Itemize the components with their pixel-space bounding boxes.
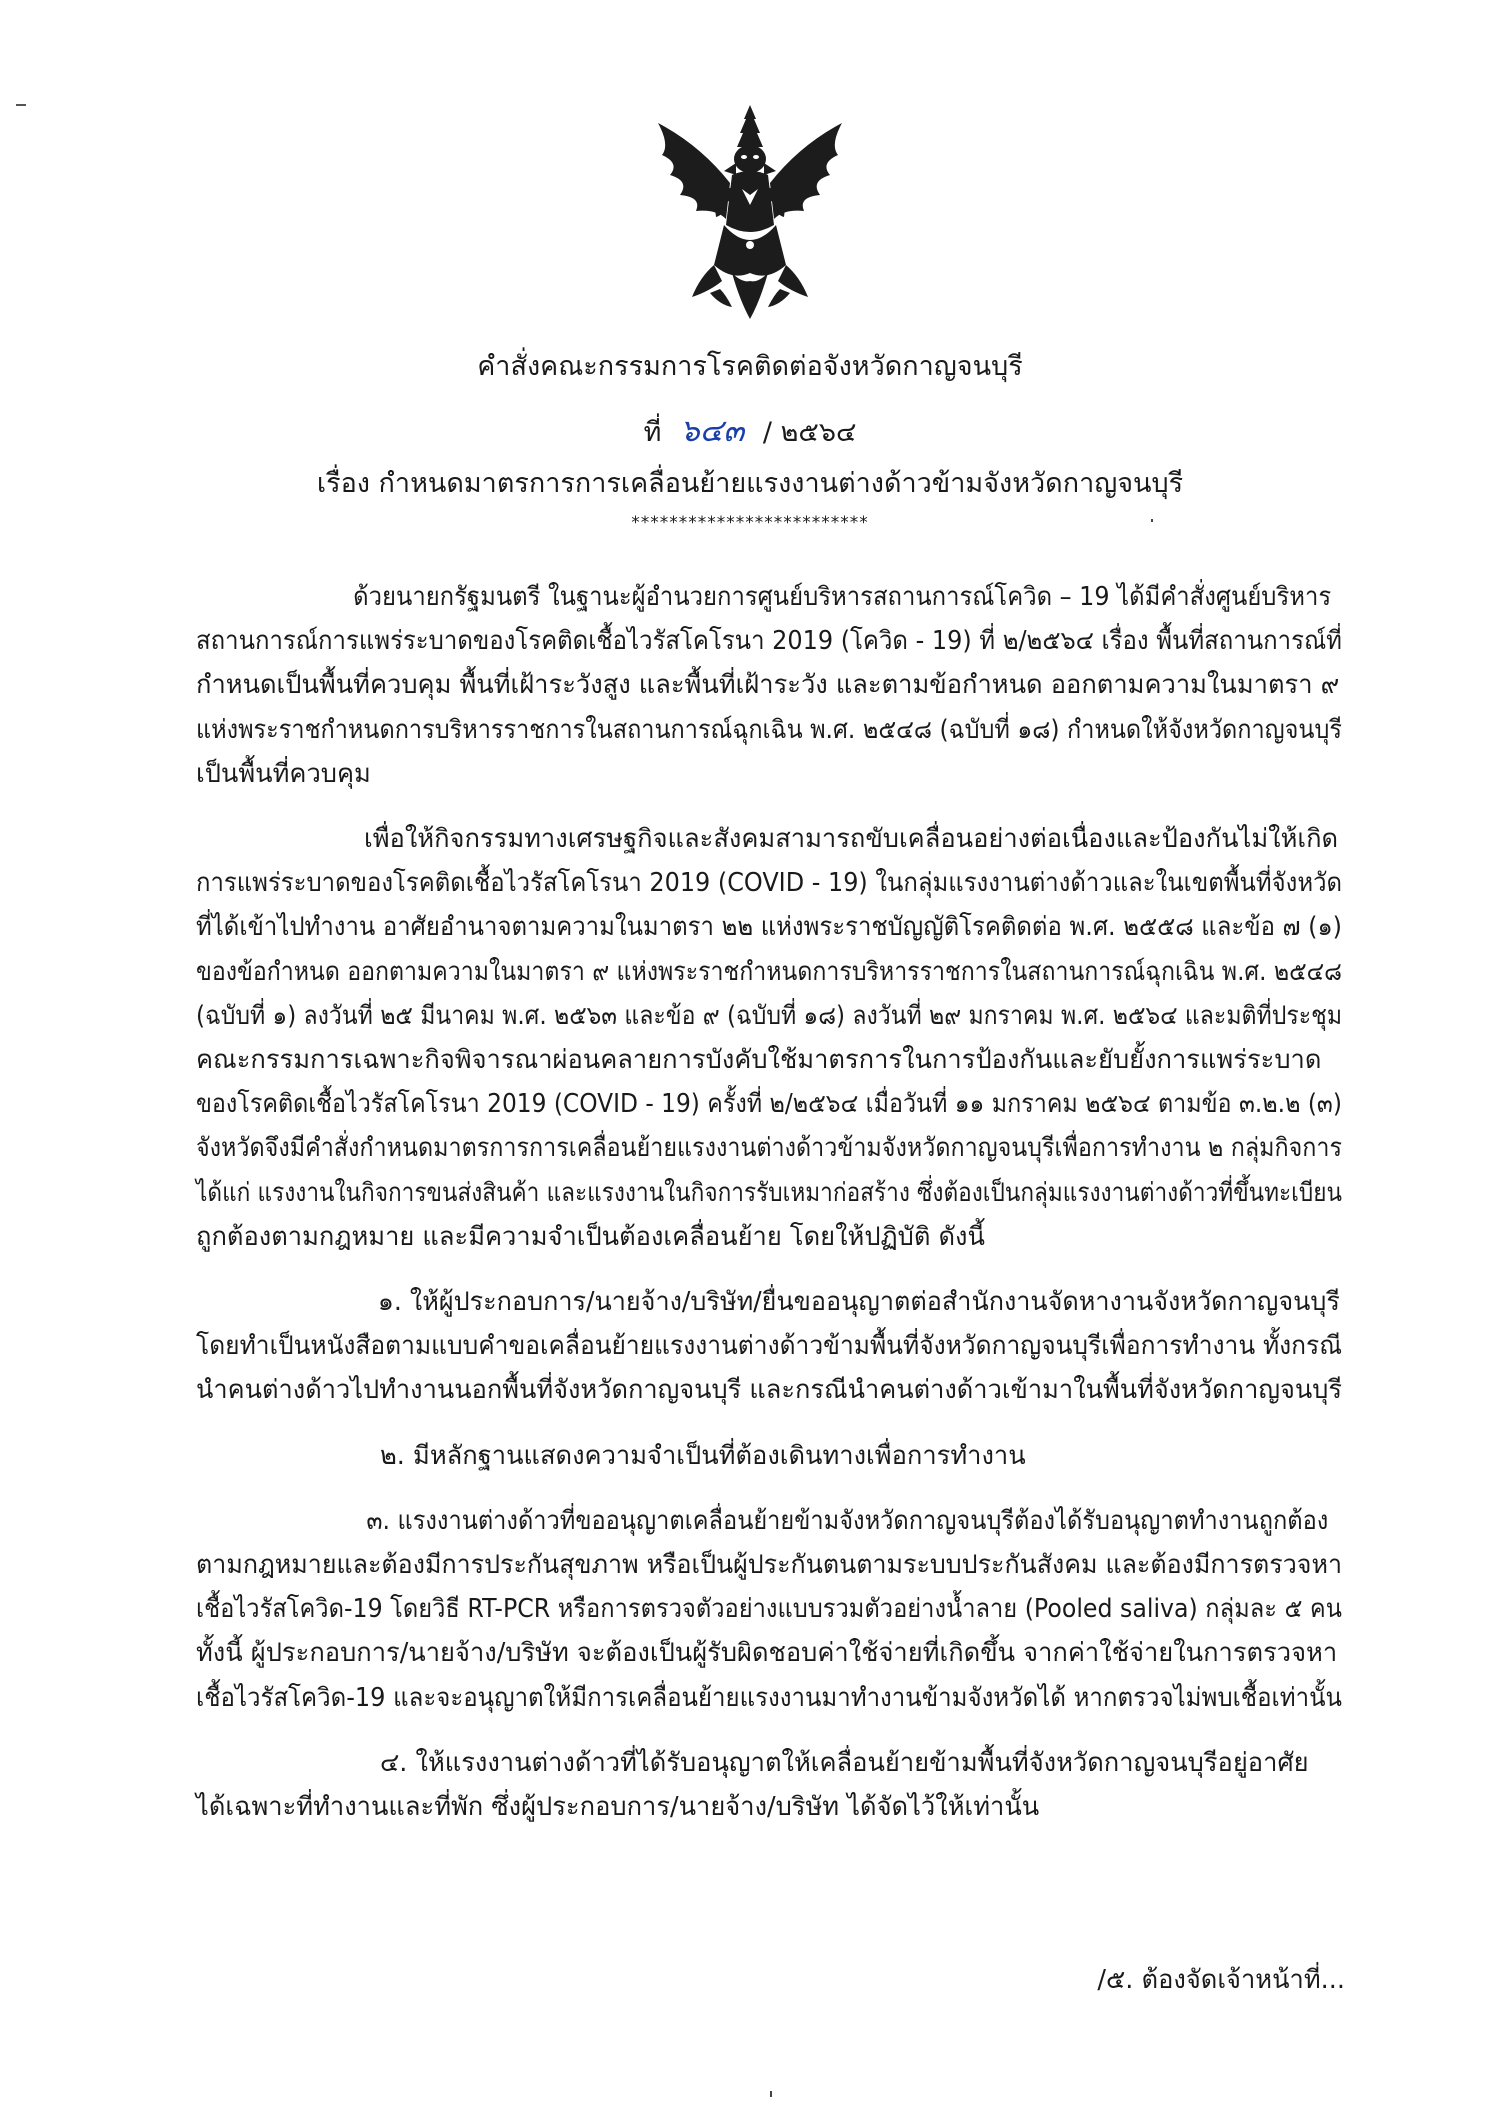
continuation-note: /๕. ต้องจัดเจ้าหน้าที่... [1097,1965,1345,1995]
item-3 [196,1499,1342,1720]
paragraph-line: ที่ได้เข้าไปทำงาน อาศัยอำนาจตามความในมาตรา ๒๒ แห่งพระราชบัญญัติโรคติดต่อ พ.ศ. ๒๕๕๘ และข้อ ๗ (๑) [196,912,1343,943]
scan-speck [770,2091,772,2097]
scan-speck [1151,519,1153,522]
paragraph-line: ของข้อกำหนด ออกตามความในมาตรา ๙ แห่งพระราชกำหนดการบริหารราชการในสถานการณ์ฉุกเฉิน พ.ศ. ๒๕๔๘ [196,956,1342,987]
paragraph-line: ของโรคติดเชื้อไวรัสโคโรนา 2019 (COVID - 19) ครั้งที่ ๒/๒๕๖๔ เมื่อวันที่ ๑๑ มกราคม ๒๕๖๔ ตามข้อ ๓.๒.๒ (๓) [196,1089,1342,1120]
paragraph-line: กำหนดเป็นพื้นที่ควบคุม พื้นที่เฝ้าระวังสูง และพื้นที่เฝ้าระวัง และตามข้อกำหนด ออกตามความในมาตรา ๙ [196,670,1340,701]
scan-speck [16,104,26,106]
paragraph-line: สถานการณ์การแพร่ระบาดของโรคติดเชื้อไวรัสโคโรนา 2019 (โควิด - 19) ที่ ๒/๒๕๖๔ เรื่อง พื้นที่สถานการณ์ที่ [196,626,1342,657]
item-line: ทั้งนี้ ผู้ประกอบการ/นายจ้าง/บริษัท จะต้องเป็นผู้รับผิดชอบค่าใช้จ่ายที่เกิดขึ้น จากค่าใช้จ่ายในการตรวจหา [196,1638,1338,1669]
paragraph-line: จังหวัดจึงมีคำสั่งกำหนดมาตรการการเคลื่อนย้ายแรงงานต่างด้าวข้ามจังหวัดกาญจนบุรีเพื่อการทำงาน ๒ กลุ่มกิจการ [196,1133,1343,1164]
item-line: เชื้อไวรัสโควิด-19 โดยวิธี RT-PCR หรือการตรวจตัวอย่างแบบรวมตัวอย่างน้ำลาย (Pooled saliva) กลุ่มละ ๕ คน [196,1594,1342,1625]
order-title: คำสั่งคณะกรรมการโรคติดต่อจังหวัดกาญจนบุรี [477,351,1023,382]
paragraph-2 [196,817,1342,1259]
item-line: โดยทำเป็นหนังสือตามแบบคำขอเคลื่อนย้ายแรงงานต่างด้าวข้ามพื้นที่จังหวัดกาญจนบุรีเพื่อการทำงาน ทั้งกรณี [196,1331,1343,1362]
item-line: ๒. มีหลักฐานแสดงความจำเป็นที่ต้องเดินทางเพื่อการทำงาน [380,1440,1026,1471]
item-line: ๔. ให้แรงงานต่างด้าวที่ได้รับอนุญาตให้เคลื่อนย้ายข้ามพื้นที่จังหวัดกาญจนบุรีอยู่อาศัย [380,1747,1309,1778]
garuda-emblem [640,105,860,325]
paragraph-line: เป็นพื้นที่ควบคุม [196,758,371,789]
paragraph-line: คณะกรรมการเฉพาะกิจพิจารณาผ่อนคลายการบังคับใช้มาตรการในการป้องกันและยับยั้งการแพร่ระบาด [196,1045,1322,1076]
item-line: ได้เฉพาะที่ทำงานและที่พัก ซึ่งผู้ประกอบการ/นายจ้าง/บริษัท ได้จัดไว้ให้เท่านั้น [196,1792,1040,1823]
garuda-emblem-graphic [640,105,860,325]
item-line: ๑. ให้ผู้ประกอบการ/นายจ้าง/บริษัท/ยื่นขออนุญาตต่อสำนักงานจัดหางานจังหวัดกาญจนบุรี [377,1287,1340,1318]
order-subject: เรื่อง กำหนดมาตรการการเคลื่อนย้ายแรงงานต่างด้าวข้ามจังหวัดกาญจนบุรี [316,468,1184,499]
order-number-prefix: ที่ [643,417,662,448]
paragraph-line: แห่งพระราชกำหนดการบริหารราชการในสถานการณ์ฉุกเฉิน พ.ศ. ๒๕๔๘ (ฉบับที่ ๑๘) กำหนดให้จังหวัดกาญจนบุรี [196,714,1342,745]
order-number-year: / ๒๕๖๔ [762,417,857,448]
paragraph-line: ด้วยนายกรัฐมนตรี ในฐานะผู้อำนวยการศูนย์บริหารสถานการณ์โควิด – 19 ได้มีคำสั่งศูนย์บริหาร [353,582,1332,612]
paragraph-line: (ฉบับที่ ๑) ลงวันที่ ๒๕ มีนาคม พ.ศ. ๒๕๖๓ และข้อ ๙ (ฉบับที่ ๑๘) ลงวันที่ ๒๙ มกราคม พ.ศ. ๒๕๖๔ และมติที่ประชุม [196,1000,1343,1031]
item-4 [196,1741,1342,1829]
paragraph-1 [196,575,1342,796]
paragraph-line: ได้แก่ แรงงานในกิจการขนส่งสินค้า และแรงงานในกิจการรับเหมาก่อสร้าง ซึ่งต้องเป็นกลุ่มแรงงานต่างด้าวที่ขึ้นทะเบียน [196,1177,1342,1208]
paragraph-line: การแพร่ระบาดของโรคติดเชื้อไวรัสโคโรนา 2019 (COVID - 19) ในกลุ่มแรงงานต่างด้าวและในเขตพื้นที่จังหวัด [196,868,1343,899]
document-body [196,575,1342,1829]
paragraph-line: ถูกต้องตามกฎหมาย และมีความจำเป็นต้องเคลื่อนย้าย โดยให้ปฏิบัติ ดังนี้ [196,1221,985,1252]
item-line: ตามกฎหมายและต้องมีการประกันสุขภาพ หรือเป็นผู้ประกันตนตามระบบประกันสังคม และต้องมีการตรวจหา [196,1550,1343,1581]
item-1 [196,1280,1342,1413]
item-line: ๓. แรงงานต่างด้าวที่ขออนุญาตเคลื่อนย้ายข้ามจังหวัดกาญจนบุรีต้องได้รับอนุญาตทำงานถูกต้อง [366,1505,1329,1536]
order-number [0,413,1500,451]
paragraph-line: เพื่อให้กิจกรรมทางเศรษฐกิจและสังคมสามารถขับเคลื่อนอย่างต่อเนื่องและป้องกันไม่ให้เกิด [364,824,1339,855]
item-line: เชื้อไวรัสโควิด-19 และจะอนุญาตให้มีการเคลื่อนย้ายแรงงานมาทำงานข้ามจังหวัดได้ หากตรวจไม่พบเชื้อเท่านั้น [196,1682,1342,1713]
item-line: นำคนต่างด้าวไปทำงานนอกพื้นที่จังหวัดกาญจนบุรี และกรณีนำคนต่างด้าวเข้ามาในพื้นที่จังหวัดกาญจนบุรี [196,1375,1343,1406]
divider-asterisks: ************************* [631,513,869,533]
order-number-handwritten: ๖๔๓ [679,413,745,449]
item-2 [196,1434,1342,1478]
